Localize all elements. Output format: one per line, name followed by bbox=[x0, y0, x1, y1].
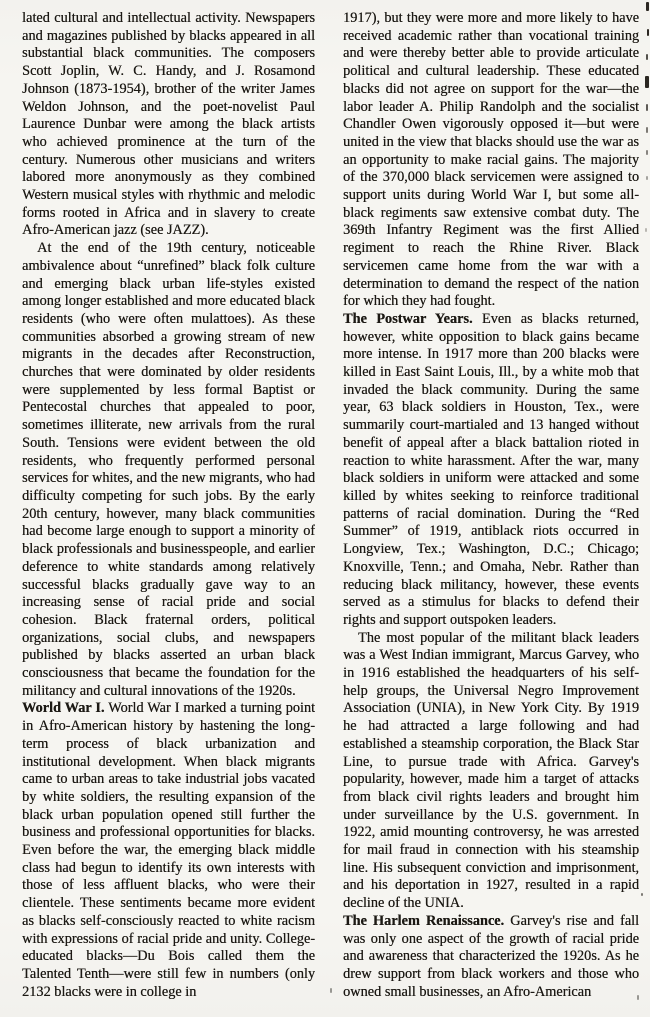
paragraph: lated cultural and intellectual activity. Newspapers and magazines published by blacks appeared in all substantial black communities. The composers Scott Joplin, W. C. Handy, and J. Rosamond Johnson (1873-1954), brother of the writer James Weldon Johnson, and the poet-novelist Paul Laurence Dunbar were among the black artists who achieved prominence at the turn of the century. Numerous other musicians and writers labored more anonymously as they combined Western musical styles with rhythmic and melodic forms rooted in Africa and in slavery to create Afro-American jazz (see JAZZ). bbox=[22, 10, 315, 239]
scan-artifact bbox=[646, 176, 648, 180]
right-column bbox=[343, 10, 639, 1017]
scan-artifact bbox=[646, 104, 648, 111]
paragraph-lead: The Harlem Renaissance. bbox=[343, 912, 505, 929]
paragraph: 1917), but they were more and more likely to have received academic rather than vocational training and were thereby better able to provide articulate political and cultural leadership. These educated blacks did not agree on support for the war—the labor leader A. Philip Randolph and the socialist Chandler Owen vigorously opposed it—but were united in the view that blacks should use the war as an opportunity to make racial gains. The majority of the 370,000 black servicemen were assigned to support units during World War I, but some all-black regiments saw extensive combat duty. The 369th Infantry Regiment was the first Allied regiment to reach the Rhine River. Black servicemen came home from the war with a determination to demand the respect of the nation for which they had fought. bbox=[343, 10, 639, 310]
paragraph: At the end of the 19th century, noticeable ambivalence about “unrefined” black folk culture and emerging black urban life-styles existed among longer established and more educated black residents (who were often mulattoes). As these communities absorbed a growing stream of new migrants in the decades after Reconstruction, churches that were dominated by older residents were supplemented by less formal Baptist or Pentecostal churches that appealed to poor, sometimes illiterate, new arrivals from the rural South. Tensions were evident between the old residents, who frequently performed personal services for whites, and the new migrants, who had difficulty competing for such jobs. By the early 20th century, however, many black communities had become large enough to support a minority of black professionals and businesspeople, and earlier deference to white standards among relatively successful blacks gradually gave way to an increasing sense of racial pride and social cohesion. Black fraternal orders, political organizations, social clubs, and newspapers published by blacks asserted an urban black consciousness that became the foundation for the militancy and cultural innovations of the 1920s. bbox=[22, 240, 315, 699]
scan-artifact bbox=[330, 988, 332, 993]
scan-artifact bbox=[646, 54, 648, 60]
scan-artifact bbox=[637, 995, 639, 1000]
scan-artifact bbox=[646, 150, 648, 155]
scan-artifact bbox=[646, 2, 649, 11]
paragraph: The Harlem Renaissance. Garvey's rise and fall was only one aspect of the growth of racial pride and awareness that characterized the 1920s. As he drew support from black workers and those who owned small businesses, an Afro-American bbox=[343, 912, 639, 1000]
paragraph-lead: The Postwar Years. bbox=[343, 310, 473, 327]
paragraph: World War I. World War I marked a turning point in Afro-American history by hastening the long-term process of black urbanization and institutional development. When black migrants came to urban areas to take industrial jobs vacated by white soldiers, the resulting expansion of the black urban population opened still further the business and professional opportunities for blacks. Even before the war, the emerging black middle class had begun to identify its own interests with those of less affluent blacks, who were their clientele. These sentiments became more evident as blacks self-consciously reacted to white racism with expressions of racial pride and unity. College-educated blacks—Du Bois called them the Talented Tenth—were still few in numbers (only 2132 blacks were in college in bbox=[22, 700, 315, 1000]
scan-artifact bbox=[641, 893, 643, 896]
scan-artifact bbox=[645, 228, 647, 232]
left-column bbox=[22, 10, 315, 1017]
scan-artifact bbox=[645, 76, 649, 88]
paragraph: The most popular of the militant black leaders was a West Indian immigrant, Marcus Garvey, who in 1916 established the headquarters of his self-help groups, the Universal Negro Improvement Association (UNIA), in New York City. By 1919 he had attracted a large following and had established a steamship corporation, the Black Star Line, to pursue trade with Africa. Garvey's popularity, however, made him a target of attacks from black civil rights leaders and brought him under surveillance by the U.S. government. In 1922, amid mounting controversy, he was arrested for mail fraud in connection with his steamship line. His subsequent conviction and imprisonment, and his deportation in 1927, resulted in a rapid decline of the UNIA. bbox=[343, 629, 639, 912]
scan-artifact bbox=[646, 127, 648, 133]
paragraph: The Postwar Years. Even as blacks returned, however, white opposition to black gains became more intense. In 1917 more than 200 blacks were killed in East Saint Louis, Ill., by a white mob that invaded the black community. During the same year, 63 black soldiers in Houston, Tex., were summarily court-martialed and 13 hanged without benefit of appeal after a black battalion rioted in reaction to white harassment. After the war, many black soldiers in uniform were attacked and some killed by whites seeking to reinforce traditional patterns of racial domination. During the “Red Summer” of 1919, antiblack riots occurred in Longview, Tex.; Washington, D.C.; Chicago; Knoxville, Tenn.; and Omaha, Nebr. Rather than reducing black militancy, however, these events served as a stimulus for blacks to defend their rights and support outspoken leaders. bbox=[343, 310, 639, 628]
paragraph-lead: World War I. bbox=[22, 700, 105, 717]
scan-artifact bbox=[647, 29, 649, 36]
